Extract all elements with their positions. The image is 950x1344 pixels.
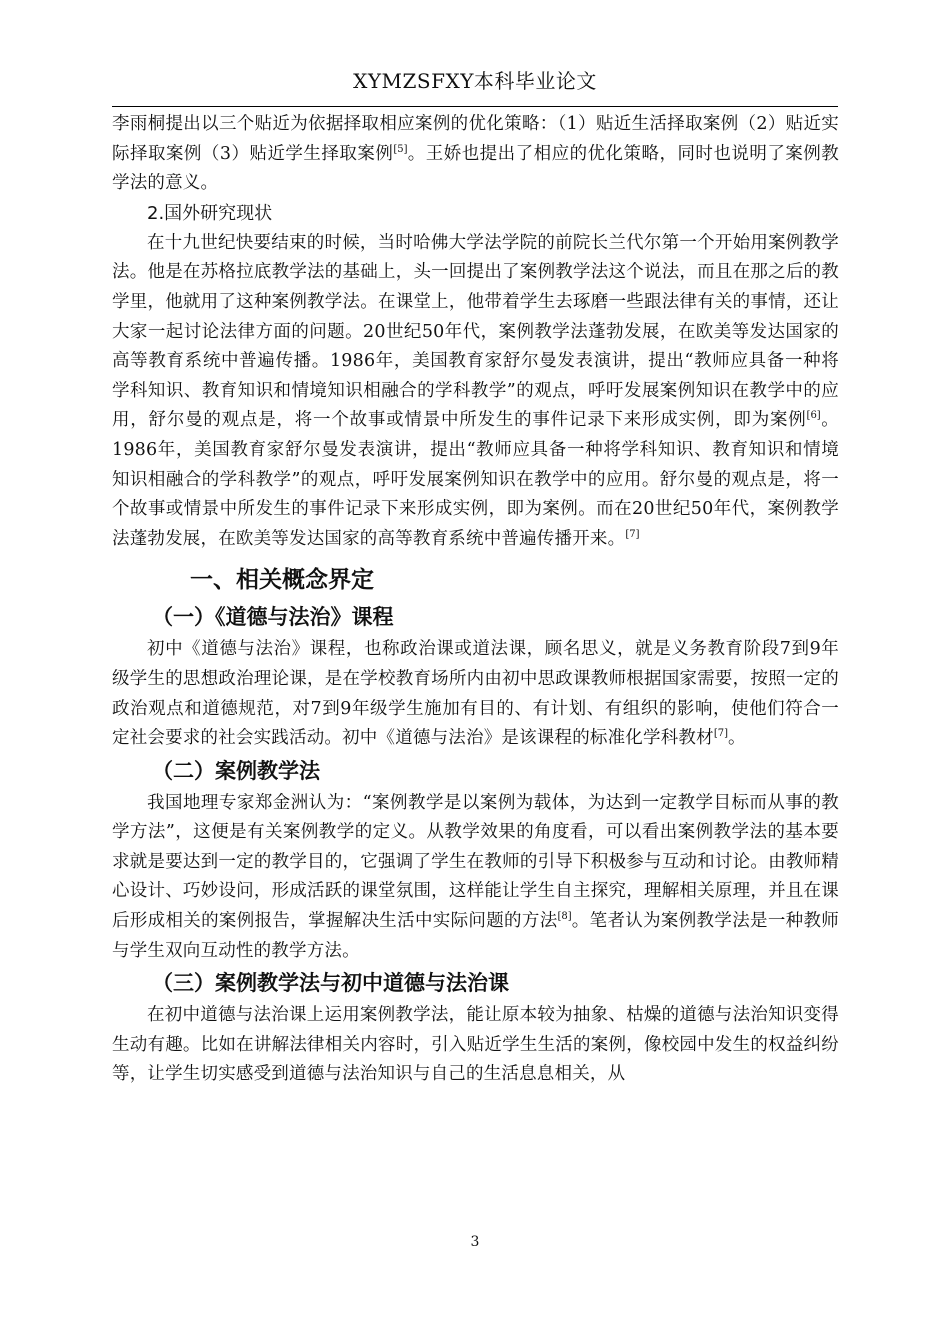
citation: [7] <box>713 728 728 740</box>
course-paragraph: 初中《道德与法治》课程，也称政治课或道法课，顾名思义，就是义务教育阶段7到9年级学生的思想政治理论课，是在学校教育场所内由初中思政课教师根据国家需要，按照一定的政治观点和道德规范，对7到9年级学生施加有目的、有计划、有组织的影响，使他们符合一定社会要求的社会实践活动。初中《道德与法治》是该课程的标准化学科教材[7]。 <box>112 639 839 749</box>
citation: [7] <box>625 528 640 540</box>
citation: [5] <box>393 143 408 155</box>
section-heading-case-method-in-course: （三）案例教学法与初中道德与法治课 <box>152 971 509 996</box>
header-divider <box>112 106 838 107</box>
foreign-research-paragraph: 在十九世纪快要结束的时候，当时哈佛大学法学院的前院长兰代尔第一个开始用案例教学法。他是在苏格拉底教学法的基础上，头一回提出了案例教学法这个说法，而且在那之后的教学里，他就用了这种案例教学法。在课堂上，他带着学生去琢磨一些跟法律有关的事情，还让大家一起讨论法律方面的问题。20世纪50年代，案例教学法蓬勃发展，在欧美等发达国家的高等教育系统中普遍传播。1986年，美国教育家舒尔曼发表演讲，提出“教师应具备一种将学科知识、教育知识和情境知识相融合的学科教学”的观点，呼吁发展案例知识在教学中的应用，舒尔曼的观点是，将一个故事或情景中所发生的事件记录下来形成实例，即为案例[6]。1986年，美国教育家舒尔曼发表演讲，提出“教师应具备一种将学科知识、教育知识和情境知识相融合的学科教学”的观点，呼吁发展案例知识在教学中的应用。舒尔曼的观点是，将一个故事或情景中所发生的事件记录下来形成实例，即为案例。而在20世纪50年代，案例教学法蓬勃发展，在欧美等发达国家的高等教育系统中普遍传播开来。[7] <box>112 232 839 549</box>
citation: [8] <box>557 911 572 923</box>
page-number: 3 <box>470 1234 480 1250</box>
intro-paragraph: 李雨桐提出以三个贴近为依据择取相应案例的优化策略：（1）贴近生活择取案例（2）贴近实际择取案例（3）贴近学生择取案例[5]。王娇也提出了相应的优化策略，同时也说明了案例教学法的意义。 <box>112 114 839 194</box>
foreign-research-heading: 2.国外研究现状 <box>147 202 273 224</box>
page-header: XYMZSFXY本科毕业论文 <box>353 69 597 93</box>
page-body <box>112 110 839 1090</box>
case-method-in-course-paragraph: 在初中道德与法治课上运用案例教学法，能让原本较为抽象、枯燥的道德与法治知识变得生动有趣。比如在讲解法律相关内容时，引入贴近学生生活的案例，像校园中发生的权益纠纷等，让学生切实感受到道德与法治知识与自己的生活息息相关，从 <box>112 1005 839 1085</box>
section-heading-case-method: （二）案例教学法 <box>152 758 320 783</box>
case-method-paragraph: 我国地理专家郑金洲认为：“案例教学是以案例为载体，为达到一定教学目标而从事的教学方法”，这便是有关案例教学的定义。从教学效果的角度看，可以看出案例教学法的基本要求就是要达到一定的教学目的，它强调了学生在教师的引导下积极参与互动和讨论。由教师精心设计、巧妙设问，形成活跃的课堂氛围，这样能让学生自主探究，理解相关原理，并且在课后形成相关的案例报告，掌握解决生活中实际问题的方法[8]。笔者认为案例教学法是一种教师与学生双向互动性的教学方法。 <box>112 792 839 961</box>
section-heading-course: （一）《道德与法治》课程 <box>152 605 394 630</box>
chapter-heading: 一、相关概念界定 <box>190 567 374 594</box>
citation: [6] <box>806 410 821 422</box>
